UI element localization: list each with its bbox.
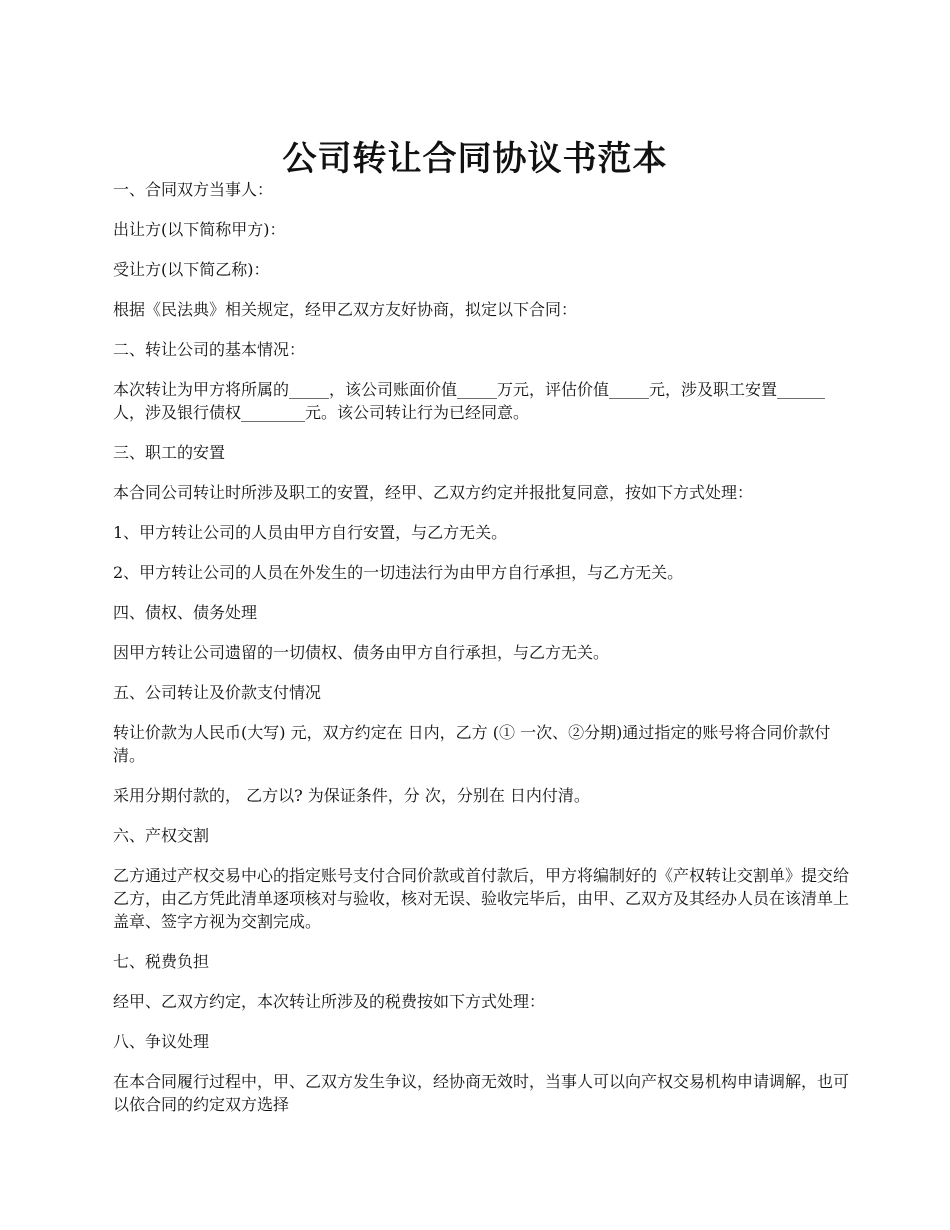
staff-clause-2: 2、甲方转让公司的人员在外发生的一切违法行为由甲方自行承担，与乙方无关。 (113, 563, 684, 582)
section-heading-staff: 三、职工的安置 (113, 443, 226, 462)
staff-paragraph: 本合同公司转让时所涉及职工的安置，经甲、乙双方约定并报批复同意，按如下方式处理： (113, 483, 754, 502)
debts-paragraph: 因甲方转让公司遗留的一切债权、债务由甲方自行承担，与乙方无关。 (113, 643, 610, 662)
section-heading-payment: 五、公司转让及价款支付情况 (113, 683, 322, 702)
preamble-paragraph: 根据《民法典》相关规定，经甲乙双方友好协商，拟定以下合同： (113, 300, 578, 319)
staff-clause-1: 1、甲方转让公司的人员由甲方自行安置，与乙方无关。 (113, 523, 508, 542)
handover-paragraph: 乙方通过产权交易中心的指定账号支付合同价款或首付款后，甲方将编制好的《产权转让交割单》提交给乙方，由乙方凭此清单逐项核对与验收，核对无误、验收完毕后，由甲、乙双方及其经办人员在该清单上盖章、签字方视为交割完成。 (113, 866, 850, 931)
installment-paragraph: 采用分期付款的， 乙方以? 为保证条件，分 次，分别在 日内付清。 (113, 786, 590, 805)
basic-info-paragraph: 本次转让为甲方将所属的_____，该公司账面价值_____万元，评估价值_____元，涉及职工安置______人，涉及银行债权________元。该公司转让行为已经同意。 (113, 380, 826, 422)
section-heading-parties: 一、合同双方当事人： (113, 180, 274, 199)
document-title: 公司转让合同协议书范本 (282, 138, 668, 179)
section-heading-disputes: 八、争议处理 (113, 1032, 210, 1051)
document-body (113, 178, 853, 1133)
section-heading-debts: 四、债权、债务处理 (113, 603, 258, 622)
transferee-line: 受让方(以下简乙称)： (113, 260, 270, 279)
transferor-line: 出让方(以下简称甲方)： (113, 220, 286, 239)
taxes-paragraph: 经甲、乙双方约定，本次转让所涉及的税费按如下方式处理： (113, 992, 546, 1011)
payment-paragraph: 转让价款为人民币(大写) 元，双方约定在 日内，乙方 (① 一次、②分期)通过指定的账号将合同价款付清。 (113, 723, 831, 765)
section-heading-taxes: 七、税费负担 (113, 952, 210, 971)
section-heading-handover: 六、产权交割 (113, 826, 210, 845)
section-heading-basic-info: 二、转让公司的基本情况： (113, 340, 306, 359)
disputes-paragraph: 在本合同履行过程中，甲、乙双方发生争议，经协商无效时，当事人可以向产权交易机构申请调解，也可以依合同的约定双方选择 (113, 1072, 850, 1114)
